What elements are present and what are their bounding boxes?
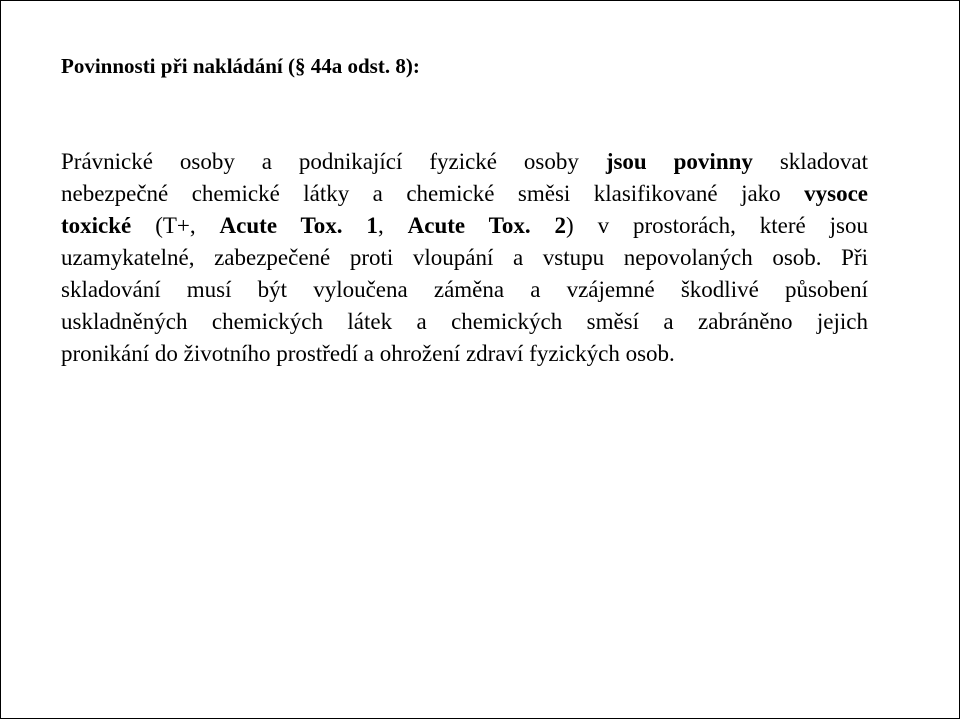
heading: Povinnosti při nakládání (§ 44a odst. 8): [61,54,420,78]
emphasis-jsou-povinny: jsou povinny [605,149,753,174]
text-run: (T+, [131,213,220,238]
text-run: ) v prostorách, které jsou [566,213,869,238]
text-run: skladování musí být vyloučena záměna a vzájemné škodlivé působení [61,277,868,302]
text-run: pronikání do životního prostředí a ohrožení zdraví fyzických osob. [61,341,675,366]
text-line [61,274,868,306]
emphasis-acute-tox-2: Acute Tox. 2 [407,213,567,238]
text-run: , [377,213,408,238]
text-line [61,146,868,178]
text-run: uskladněných chemických látek a chemických směsí a zabráněno jejich [61,309,868,334]
text-run: uzamykatelné, zabezpečené proti vloupání a vstupu nepovolaných osob. Při [61,245,868,270]
emphasis-vysoce: vysoce [804,181,868,206]
emphasis-acute-tox-1: Acute Tox. 1 [219,213,378,238]
text-line [61,306,868,338]
emphasis-toxicke: toxické [61,213,132,238]
text-run: Právnické osoby a podnikající fyzické osoby [61,149,606,174]
text-run: skladovat [752,149,868,174]
text-line [61,338,868,370]
text-line [61,178,868,210]
body-paragraph [61,146,868,370]
text-run: nebezpečné chemické látky a chemické směsi klasifikované jako [61,181,805,206]
text-line [61,210,868,242]
text-line [61,242,868,274]
